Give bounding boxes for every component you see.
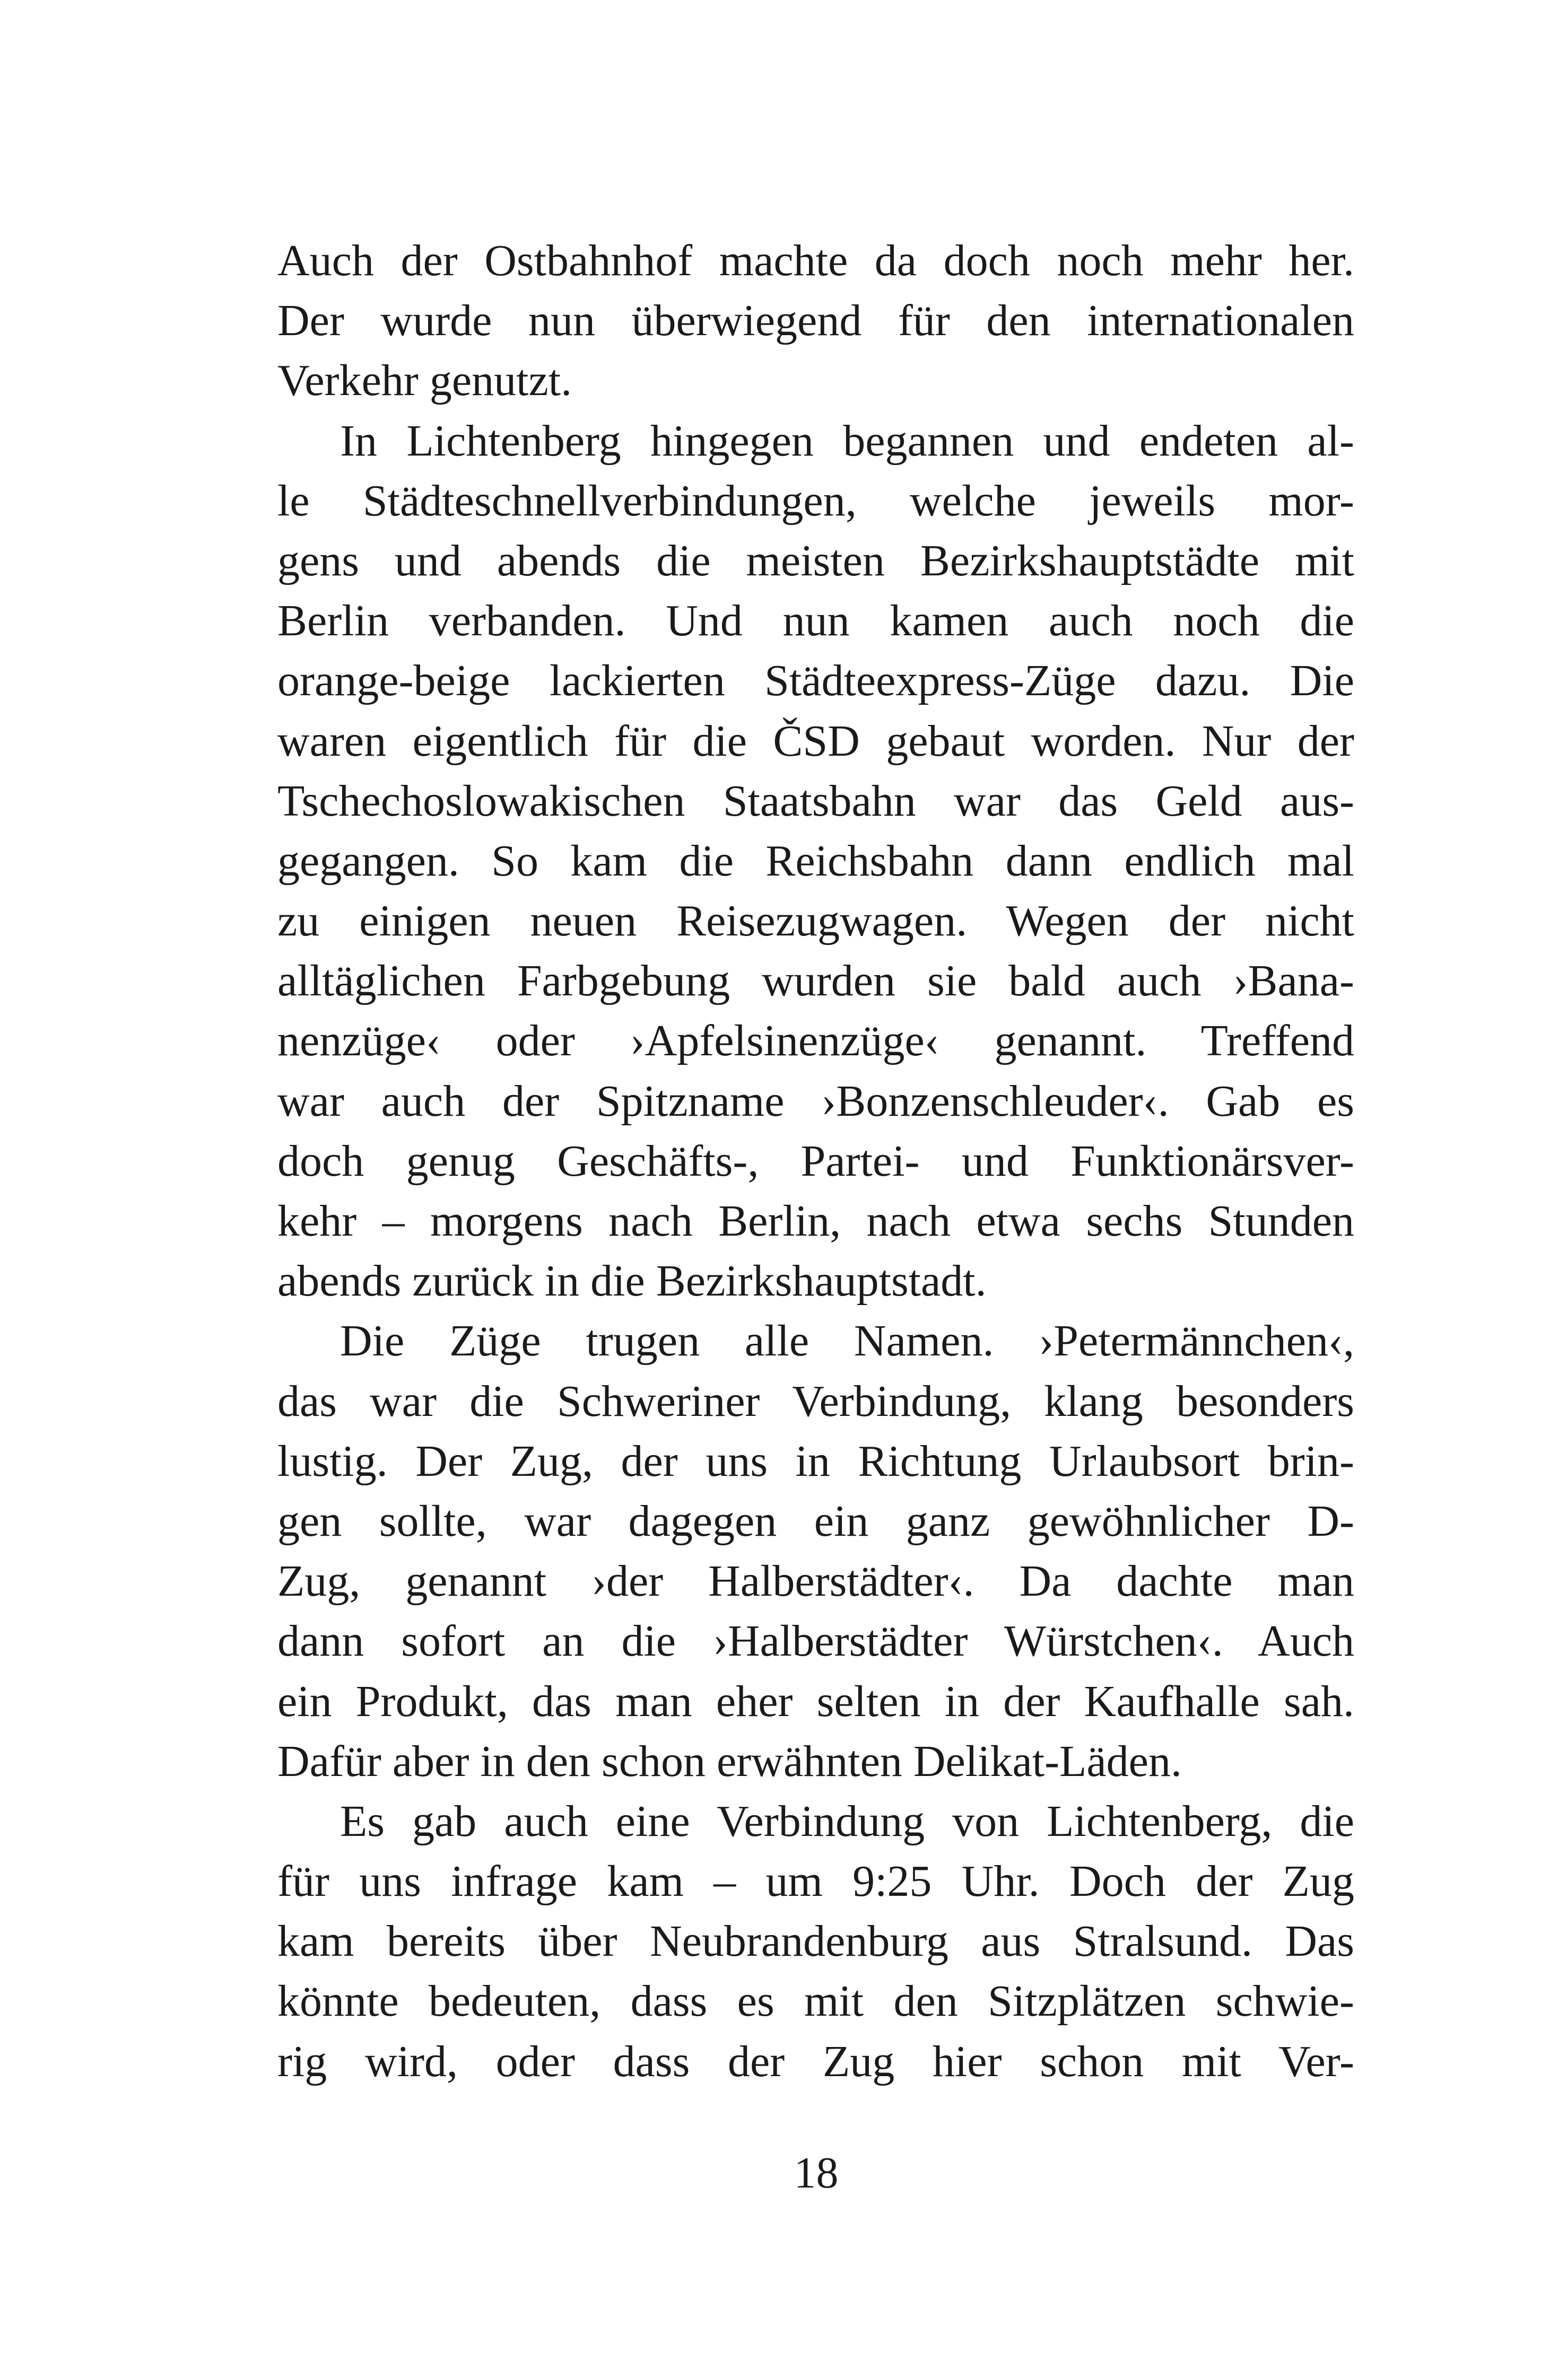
text-line: das war die Schweriner Verbindung, klang besonders [277,1376,1354,1426]
text-line: doch genug Geschäfts-, Partei- und Funktionärsver- [277,1136,1354,1186]
text-line: waren eigentlich für die ČSD gebaut worden. Nur der [277,716,1354,766]
text-line: Der wurde nun überwiegend für den internationalen [277,296,1354,346]
paragraph [277,1791,1354,2092]
text-line: Berlin verbanden. Und nun kamen auch noch die [277,596,1354,646]
text-line: kam bereits über Neubrandenburg aus Stralsund. Das [277,1917,1354,1966]
paragraph [277,1311,1354,1791]
text-line: le Städteschnellverbindungen, welche jeweils mor- [277,476,1354,526]
text-line: Es gab auch eine Verbindung von Lichtenberg, die [340,1796,1354,1846]
text-line: orange-beige lackierten Städteexpress-Züge dazu. Die [277,656,1354,706]
text-line: für uns infrage kam – um 9:25 Uhr. Doch der Zug [277,1857,1354,1906]
text-line: Auch der Ostbahnhof machte da doch noch mehr her. [277,236,1354,285]
text-line: rig wird, oder dass der Zug hier schon mit Ver- [277,2036,1354,2086]
text-line: war auch der Spitzname ›Bonzenschleuder‹. Gab es [277,1076,1354,1126]
text-line: alltäglichen Farbgebung wurden sie bald auch ›Bana- [277,956,1354,1006]
text-line: dann sofort an die ›Halberstädter Würstchen‹. Auch [277,1616,1354,1666]
paragraph [277,231,1354,411]
text-line: Dafür aber in den schon erwähnten Delikat-Läden. [277,1736,1182,1786]
text-line: abends zurück in die Bezirkshauptstadt. [277,1256,987,1306]
text-line: Tschechoslowakischen Staatsbahn war das Geld aus- [277,776,1354,826]
text-line: nenzüge‹ oder ›Apfelsinenzüge‹ genannt. Treffend [277,1016,1354,1066]
text-line: könnte bedeuten, dass es mit den Sitzplätzen schwie- [277,1976,1354,2026]
body-text [277,231,1354,2092]
paragraph [277,411,1354,1311]
text-line: gen sollte, war dagegen ein ganz gewöhnlicher D- [277,1496,1354,1546]
text-line: lustig. Der Zug, der uns in Richtung Urlaubsort brin- [277,1436,1354,1486]
text-line: In Lichtenberg hingegen begannen und endeten al- [340,416,1354,466]
text-line: gegangen. So kam die Reichsbahn dann endlich mal [277,836,1354,886]
text-line: kehr – morgens nach Berlin, nach etwa sechs Stunden [277,1196,1354,1246]
text-line: Zug, genannt ›der Halberstädter‹. Da dachte man [277,1556,1354,1606]
text-line: ein Produkt, das man eher selten in der Kaufhalle sah. [277,1676,1354,1726]
page-number: 18 [794,2148,839,2198]
text-line: zu einigen neuen Reisezugwagen. Wegen der nicht [277,896,1354,946]
text-line: Die Züge trugen alle Namen. ›Petermännchen‹, [340,1316,1354,1366]
text-line: gens und abends die meisten Bezirkshauptstädte mit [277,536,1354,585]
text-line: Verkehr genutzt. [277,356,572,406]
